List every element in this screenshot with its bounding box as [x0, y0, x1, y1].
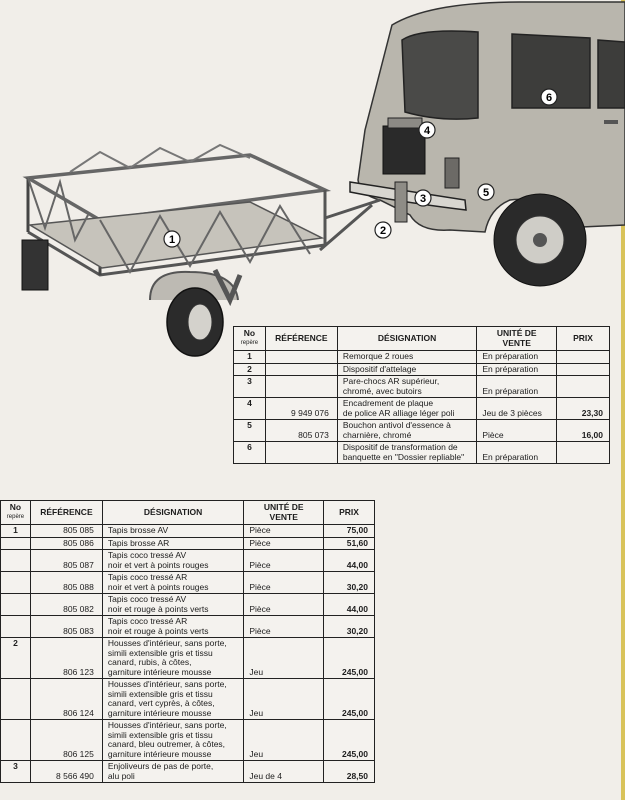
col-no-header: No repère	[234, 327, 266, 351]
trailer-drawing	[22, 145, 380, 356]
table-top-body	[234, 351, 610, 464]
row-number	[1, 616, 31, 638]
row-reference: 806 124	[30, 679, 102, 720]
designation-line: Tapis coco tressé AV	[107, 594, 187, 604]
designation-line: banquette en "Dossier repliable"	[342, 451, 465, 462]
marker-3-label: 3	[419, 193, 427, 205]
row-number	[1, 550, 31, 572]
row-designation	[102, 525, 244, 538]
table-header-row	[234, 327, 610, 351]
col-no-header: No repère	[1, 501, 31, 525]
table-row	[1, 537, 375, 550]
row-price	[557, 442, 610, 464]
row-unit: Jeu de 4	[244, 761, 324, 783]
row-price: 23,30	[557, 398, 610, 420]
row-unit: Pièce	[244, 537, 324, 550]
designation-line: charnière, chromé	[342, 429, 412, 440]
row-price: 75,00	[324, 525, 375, 538]
row-price	[557, 363, 610, 376]
row-unit: Jeu	[244, 638, 324, 679]
designation-line: noir et vert à points rouges	[107, 581, 209, 592]
designation-line: de police AR alliage léger poli	[342, 407, 455, 418]
row-number: 2	[1, 638, 31, 679]
row-number: 4	[234, 398, 266, 420]
row-price	[557, 376, 610, 398]
marker-5-label: 5	[482, 187, 490, 199]
marker-1	[164, 231, 180, 247]
col-designation-header: DÉSIGNATION	[337, 327, 476, 351]
table-row	[1, 761, 375, 783]
row-reference: 805 082	[30, 594, 102, 616]
row-number: 1	[234, 351, 266, 364]
row-reference: 805 087	[30, 550, 102, 572]
marker-6-label: 6	[545, 92, 553, 104]
designation-line: Pare-chocs AR supérieur,	[342, 376, 440, 386]
designation-line: Tapis brosse AV	[107, 525, 169, 535]
row-reference: 806 123	[30, 638, 102, 679]
accessories-table-top	[233, 326, 610, 464]
row-number: 6	[234, 442, 266, 464]
row-designation	[337, 420, 476, 442]
designation-line: garniture intérieure mousse	[107, 748, 212, 759]
row-unit: Pièce	[244, 572, 324, 594]
row-unit: Pièce	[244, 550, 324, 572]
table-row	[1, 616, 375, 638]
designation-line: Remorque 2 roues	[342, 351, 414, 361]
row-designation	[102, 761, 244, 783]
row-price: 44,00	[324, 594, 375, 616]
designation-line: Enjoliveurs de pas de porte,	[107, 761, 214, 771]
row-price: 30,20	[324, 616, 375, 638]
row-unit: Pièce	[244, 525, 324, 538]
designation-line: noir et vert à points rouges	[107, 559, 209, 570]
marker-4-label: 4	[423, 125, 431, 137]
row-designation	[337, 363, 476, 376]
row-reference: 805 073	[265, 420, 337, 442]
row-unit: Pièce	[244, 616, 324, 638]
row-designation	[102, 550, 244, 572]
designation-line: canard, vert cyprès, à côtes,	[107, 698, 215, 708]
designation-line: simili extensible gris et tissu	[107, 647, 213, 658]
col-unit-header: UNITÉ DE VENTE	[244, 501, 324, 525]
table-row	[1, 525, 375, 538]
row-number: 3	[1, 761, 31, 783]
designation-line: Housses d'intérieur, sans porte,	[107, 638, 227, 648]
designation-line: alu poli	[107, 770, 135, 781]
designation-line: canard, bleu outremer, à côtes,	[107, 739, 226, 749]
row-number: 3	[234, 376, 266, 398]
row-designation	[102, 594, 244, 616]
row-unit: En préparation	[477, 376, 557, 398]
col-reference-header: RÉFÉRENCE	[265, 327, 337, 351]
designation-line: chromé, avec butoirs	[342, 385, 422, 396]
table-row	[234, 398, 610, 420]
designation-line: Dispositif de transformation de	[342, 442, 458, 452]
col-unit-header: UNITÉ DE VENTE	[477, 327, 557, 351]
row-price: 245,00	[324, 720, 375, 761]
designation-line: noir et rouge à points verts	[107, 625, 209, 636]
marker-1-label: 1	[168, 234, 176, 246]
row-unit: En préparation	[477, 363, 557, 376]
row-number	[1, 720, 31, 761]
row-price: 16,00	[557, 420, 610, 442]
designation-line: Tapis coco tressé AR	[107, 616, 188, 626]
row-designation	[102, 679, 244, 720]
table-row	[234, 420, 610, 442]
designation-line: simili extensible gris et tissu	[107, 729, 213, 740]
designation-line: Bouchon antivol d'essence à	[342, 420, 451, 430]
row-reference: 805 088	[30, 572, 102, 594]
row-number	[1, 679, 31, 720]
row-designation	[337, 376, 476, 398]
row-unit: En préparation	[477, 351, 557, 364]
designation-line: Housses d'intérieur, sans porte,	[107, 679, 227, 689]
row-reference: 9 949 076	[265, 398, 337, 420]
col-designation-header: DÉSIGNATION	[102, 501, 244, 525]
row-reference: 806 125	[30, 720, 102, 761]
row-price: 51,60	[324, 537, 375, 550]
col-price-header: PRIX	[324, 501, 375, 525]
row-unit: Jeu de 3 pièces	[477, 398, 557, 420]
table-row	[1, 638, 375, 679]
row-reference: 805 085	[30, 525, 102, 538]
row-number	[1, 537, 31, 550]
marker-6	[541, 89, 557, 105]
row-designation	[102, 616, 244, 638]
designation-line: Tapis brosse AR	[107, 537, 170, 548]
row-unit: En préparation	[477, 442, 557, 464]
row-price: 245,00	[324, 679, 375, 720]
designation-line: simili extensible gris et tissu	[107, 688, 213, 699]
table-row	[1, 679, 375, 720]
designation-line: canard, rubis, à côtes,	[107, 657, 192, 667]
row-number	[1, 594, 31, 616]
designation-line: Dispositif d'attelage	[342, 363, 417, 374]
row-price: 28,50	[324, 761, 375, 783]
table-bottom-body	[1, 525, 375, 783]
row-designation	[102, 638, 244, 679]
row-number	[1, 572, 31, 594]
designation-line: Tapis coco tressé AV	[107, 550, 187, 560]
row-unit: Pièce	[477, 420, 557, 442]
row-reference: 8 566 490	[30, 761, 102, 783]
row-number: 1	[1, 525, 31, 538]
row-reference	[265, 376, 337, 398]
marker-2	[375, 222, 391, 238]
col-reference-header: RÉFÉRENCE	[30, 501, 102, 525]
row-reference	[265, 363, 337, 376]
table-row	[1, 594, 375, 616]
accessories-table-bottom	[0, 500, 375, 783]
car-rear-drawing	[350, 2, 625, 286]
marker-3	[415, 190, 431, 206]
marker-2-label: 2	[379, 225, 387, 237]
designation-line: noir et rouge à points verts	[107, 603, 209, 614]
designation-line: Housses d'intérieur, sans porte,	[107, 720, 227, 730]
row-unit: Jeu	[244, 720, 324, 761]
designation-line: garniture intérieure mousse	[107, 666, 212, 677]
table-row	[1, 550, 375, 572]
row-reference	[265, 351, 337, 364]
row-price	[557, 351, 610, 364]
row-designation	[102, 720, 244, 761]
designation-line: garniture intérieure mousse	[107, 707, 212, 718]
table-header-row	[1, 501, 375, 525]
col-price-header: PRIX	[557, 327, 610, 351]
marker-4	[419, 122, 435, 138]
row-reference: 805 086	[30, 537, 102, 550]
row-price: 245,00	[324, 638, 375, 679]
row-designation	[102, 537, 244, 550]
row-unit: Jeu	[244, 679, 324, 720]
row-reference: 805 083	[30, 616, 102, 638]
row-designation	[337, 398, 476, 420]
row-designation	[337, 442, 476, 464]
row-price: 30,20	[324, 572, 375, 594]
trailer-car-illustration	[0, 0, 625, 360]
row-reference	[265, 442, 337, 464]
table-row	[234, 363, 610, 376]
table-row	[234, 376, 610, 398]
table-row	[1, 720, 375, 761]
row-designation	[337, 351, 476, 364]
row-number: 5	[234, 420, 266, 442]
table-row	[1, 572, 375, 594]
table-row	[234, 351, 610, 364]
marker-5	[478, 184, 494, 200]
row-designation	[102, 572, 244, 594]
designation-line: Encadrement de plaque	[342, 398, 434, 408]
table-row	[234, 442, 610, 464]
row-price: 44,00	[324, 550, 375, 572]
row-number: 2	[234, 363, 266, 376]
designation-line: Tapis coco tressé AR	[107, 572, 188, 582]
row-unit: Pièce	[244, 594, 324, 616]
